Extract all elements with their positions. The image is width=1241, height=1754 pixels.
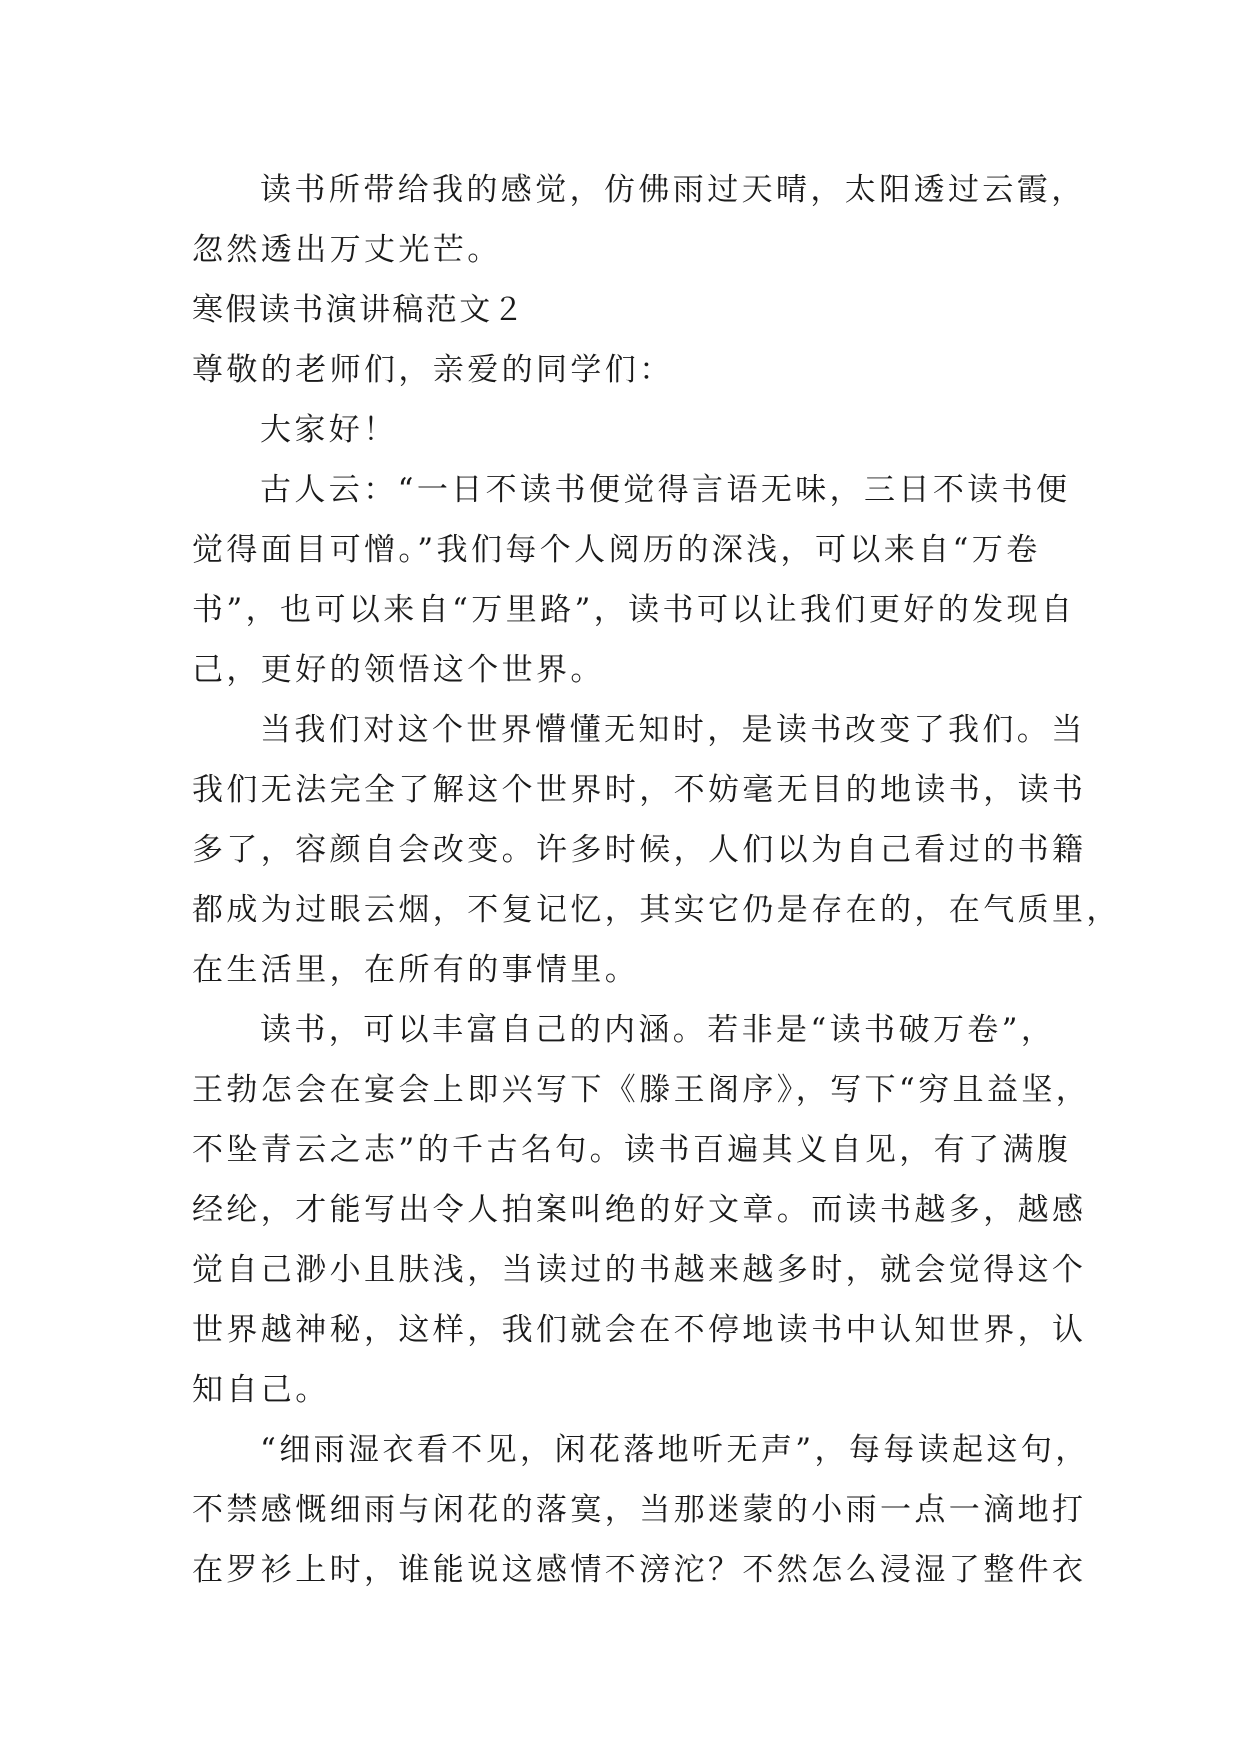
greeting: 大家好！ xyxy=(260,412,398,448)
paragraph-line: 读书，可以丰富自己的内涵。若非是“读书破万卷”， xyxy=(260,1012,1056,1048)
paragraph-line: 在生活里，在所有的事情里。 xyxy=(192,952,640,988)
section-title: 寒假读书演讲稿范文２ xyxy=(192,292,526,328)
paragraph-line: 觉得面目可憎。”我们每个人阅历的深浅，可以来自“万卷 xyxy=(192,532,1041,568)
paragraph-line: “细雨湿衣看不见，闲花落地听无声”，每每读起这句， xyxy=(260,1432,1090,1468)
paragraph-line: 觉自己渺小且肤浅，当读过的书越来越多时，就会觉得这个 xyxy=(192,1252,1087,1288)
paragraph-line: 在罗衫上时，谁能说这感情不滂沱？不然怎么浸湿了整件衣 xyxy=(192,1552,1087,1588)
paragraph-line: 多了，容颜自会改变。许多时候，人们以为自己看过的书籍 xyxy=(192,832,1087,868)
paragraph-line: 书”，也可以来自“万里路”，读书可以让我们更好的发现自 xyxy=(192,592,1076,628)
paragraph-line: 忽然透出万丈光芒。 xyxy=(192,232,502,268)
paragraph-line: 读书所带给我的感觉，仿佛雨过天晴，太阳透过云霞， xyxy=(260,172,1086,208)
paragraph-line: 我们无法完全了解这个世界时，不妨毫无目的地读书，读书 xyxy=(192,772,1087,808)
salutation: 尊敬的老师们，亲爱的同学们： xyxy=(192,352,674,388)
paragraph-line: 己，更好的领悟这个世界。 xyxy=(192,652,605,688)
paragraph-line: 古人云：“一日不读书便觉得言语无味，三日不读书便 xyxy=(260,472,1071,508)
paragraph-line: 世界越神秘，这样，我们就会在不停地读书中认知世界，认 xyxy=(192,1312,1087,1348)
paragraph-line: 不坠青云之志”的千古名句。读书百遍其义自见，有了满腹 xyxy=(192,1132,1072,1168)
paragraph-line: 知自己。 xyxy=(192,1372,330,1408)
document-body xyxy=(192,160,1121,1600)
paragraph-line: 都成为过眼云烟，不复记忆，其实它仍是存在的，在气质里， xyxy=(192,892,1121,928)
paragraph-line: 不禁感慨细雨与闲花的落寞，当那迷蒙的小雨一点一滴地打 xyxy=(192,1492,1087,1528)
paragraph-line: 王勃怎会在宴会上即兴写下《滕王阁序》，写下“穷且益坚， xyxy=(192,1072,1091,1108)
paragraph-line: 经纶，才能写出令人拍案叫绝的好文章。而读书越多，越感 xyxy=(192,1192,1087,1228)
paragraph-line: 当我们对这个世界懵懂无知时，是读书改变了我们。当 xyxy=(260,712,1086,748)
